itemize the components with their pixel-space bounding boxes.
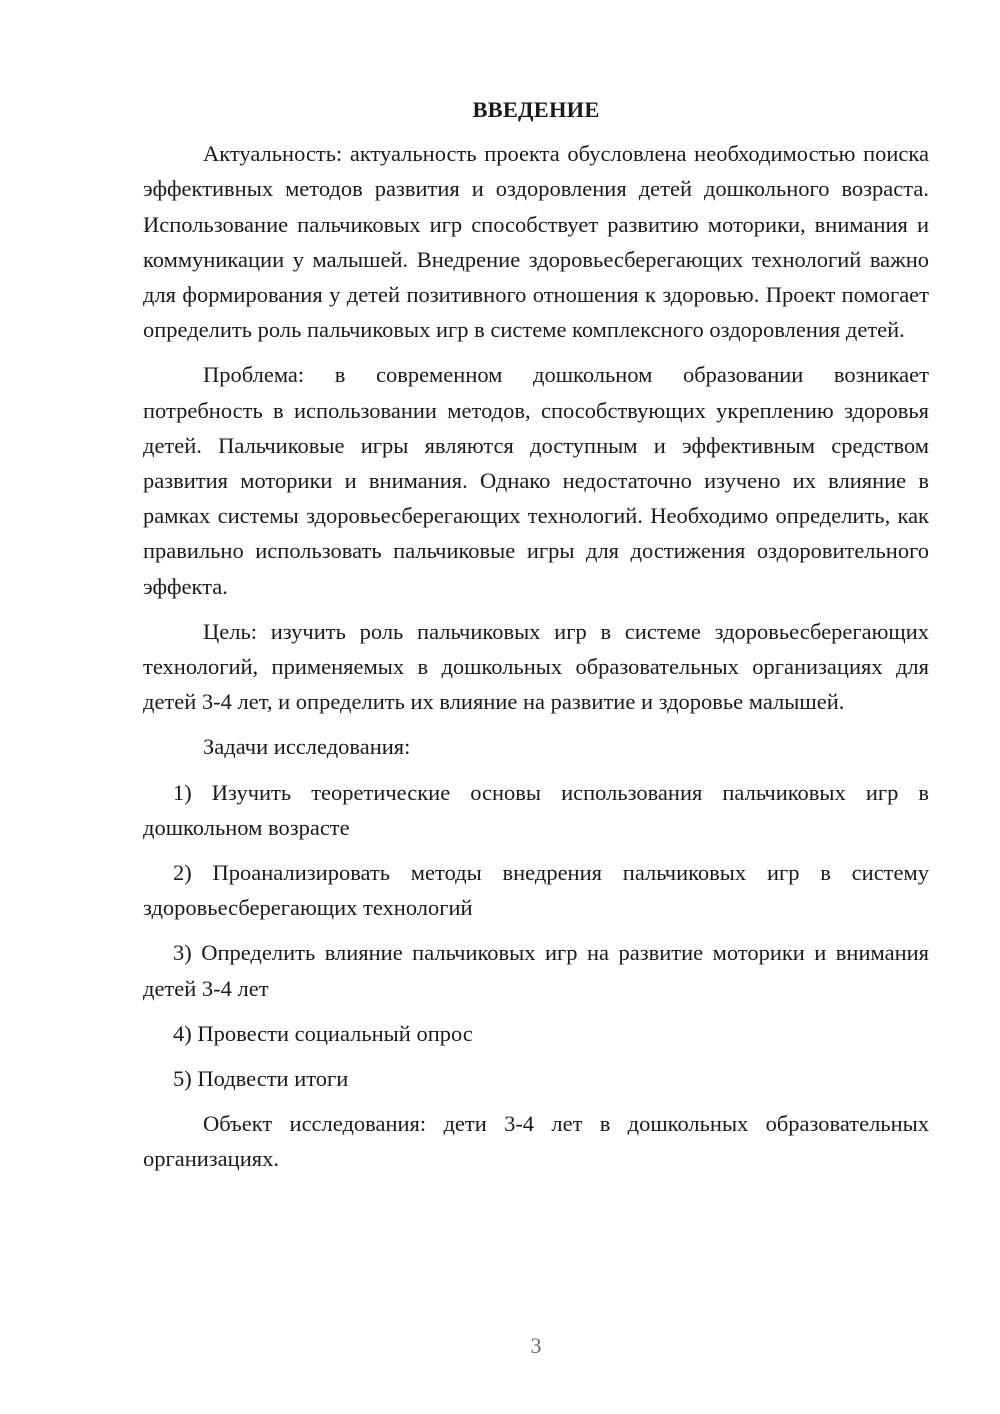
goal-paragraph: Цель: изучить роль пальчиковых игр в системе здоровьесберегающих технологий, применяемых в дошкольных образовательных организациях для детей 3-4 лет, и определить их влияние на развитие и здоровье малышей. [143,618,929,715]
section-title: ВВЕДЕНИЕ [472,97,600,122]
task-item-5: 5) Подвести итоги [173,1066,349,1092]
task-item-1: 1) Изучить теоретические основы использования пальчиковых игр в дошкольном возрасте [143,779,929,840]
task-item-2: 2) Проанализировать методы внедрения пальчиковых игр в систему здоровьесберегающих технологий [143,860,929,921]
page-content [143,92,929,1187]
page-number: 3 [530,1333,542,1358]
object-paragraph: Объект исследования: дети 3-4 лет в дошкольных образовательных организациях. [143,1111,929,1172]
tasks-heading: Задачи исследования: [203,734,411,760]
task-item-3: 3) Определить влияние пальчиковых игр на развитие моторики и внимания детей 3-4 лет [143,940,929,1001]
task-item-4: 4) Провести социальный опрос [173,1020,473,1046]
relevance-paragraph: Актуальность: актуальность проекта обусловлена необходимостью поиска эффективных методов развития и оздоровления детей дошкольного возраста. Использование пальчиковых игр способствует развитию моторики, внимания и коммуникации у малышей. Внедрение здоровьесберегающих технологий важно для формирования у детей позитивного отношения к здоровью. Проект помогает определить роль пальчиковых игр в системе комплексного оздоровления детей. [143,141,929,343]
problem-paragraph: Проблема: в современном дошкольном образовании возникает потребность в использовании методов, способствующих укреплению здоровья детей. Пальчиковые игры являются доступным и эффективным средством развития моторики и внимания. Однако недостаточно изучено их влияние в рамках системы здоровьесберегающих технологий. Необходимо определить, как правильно использовать пальчиковые игры для достижения оздоровительного эффекта. [143,362,929,599]
